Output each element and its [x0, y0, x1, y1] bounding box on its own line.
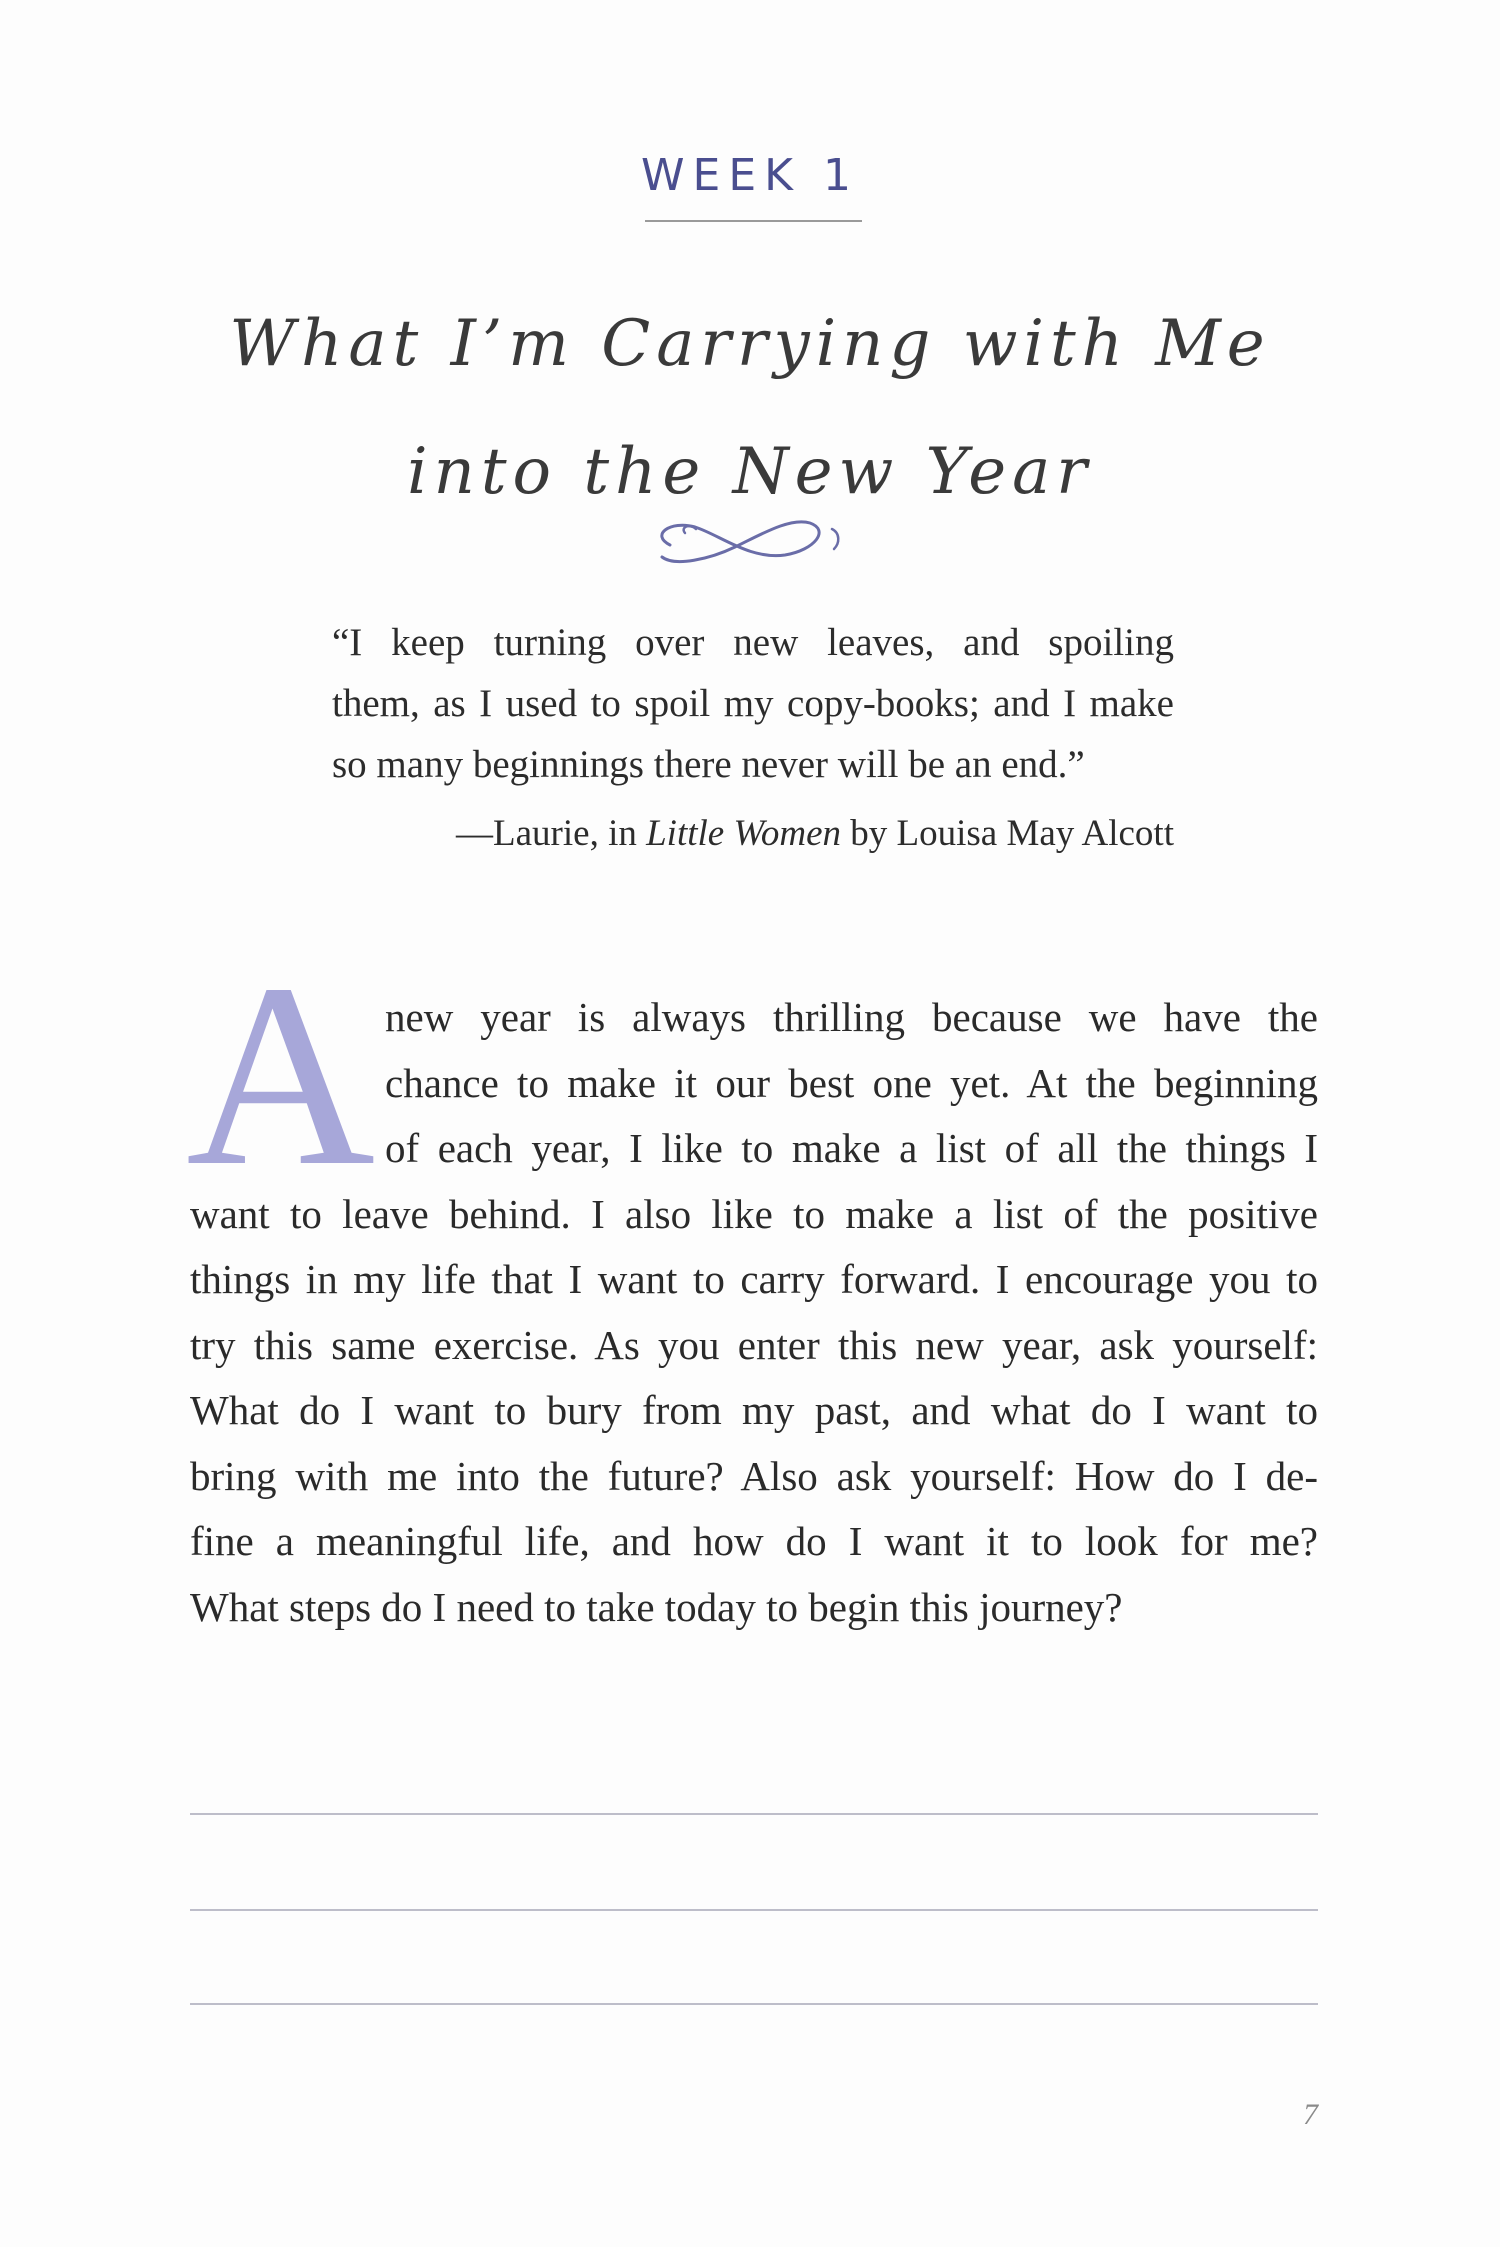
attribution-work-title: Little Women [646, 813, 842, 854]
page-title [150, 280, 1350, 536]
body-line: things in my life that I want to carry forward. I encourage you to [190, 1256, 1318, 1302]
title-line-1: What I’m Carrying with Me [229, 307, 1271, 381]
body-line: new year is always thrilling because we have the [385, 994, 1318, 1040]
drop-cap: A [186, 930, 376, 1220]
writing-line[interactable] [190, 1909, 1318, 1911]
attribution-suffix: by Louisa May Alcott [841, 813, 1174, 854]
flourish-icon [640, 505, 870, 575]
body-line: What do I want to bury from my past, and what do I want to [190, 1387, 1318, 1433]
page-number: 7 [1303, 2098, 1318, 2131]
body-line: bring with me into the future? Also ask yourself: How do I de- [190, 1452, 1318, 1499]
epigraph-line: so many beginnings there never will be an end.” [332, 743, 1085, 786]
epigraph-line: “I keep turning over new leaves, and spoiling [332, 621, 1174, 664]
week-label: WEEK 1 [641, 150, 859, 201]
body-line: of each year, I like to make a list of all the things I [385, 1125, 1318, 1171]
writing-line[interactable] [190, 1813, 1318, 1815]
body-line: want to leave behind. I also like to make a list of the positive [190, 1190, 1318, 1237]
attribution-prefix: —Laurie, in [456, 813, 647, 854]
title-line-2: into the New Year [407, 435, 1093, 509]
body-line: chance to make it our best one yet. At the beginning [385, 1059, 1318, 1106]
body-line: try this same exercise. As you enter this new year, ask yourself: [190, 1321, 1318, 1368]
epigraph-attribution [332, 809, 1174, 859]
writing-line[interactable] [190, 2003, 1318, 2005]
body-line: What steps do I need to take today to begin this journey? [190, 1583, 1123, 1630]
body-line: fine a meaningful life, and how do I want it to look for me? [190, 1518, 1318, 1564]
week-underline [645, 220, 862, 222]
body-paragraph [190, 985, 1318, 1640]
epigraph-line: them, as I used to spoil my copy-books; and I make [332, 682, 1174, 725]
epigraph-quote [332, 612, 1174, 795]
